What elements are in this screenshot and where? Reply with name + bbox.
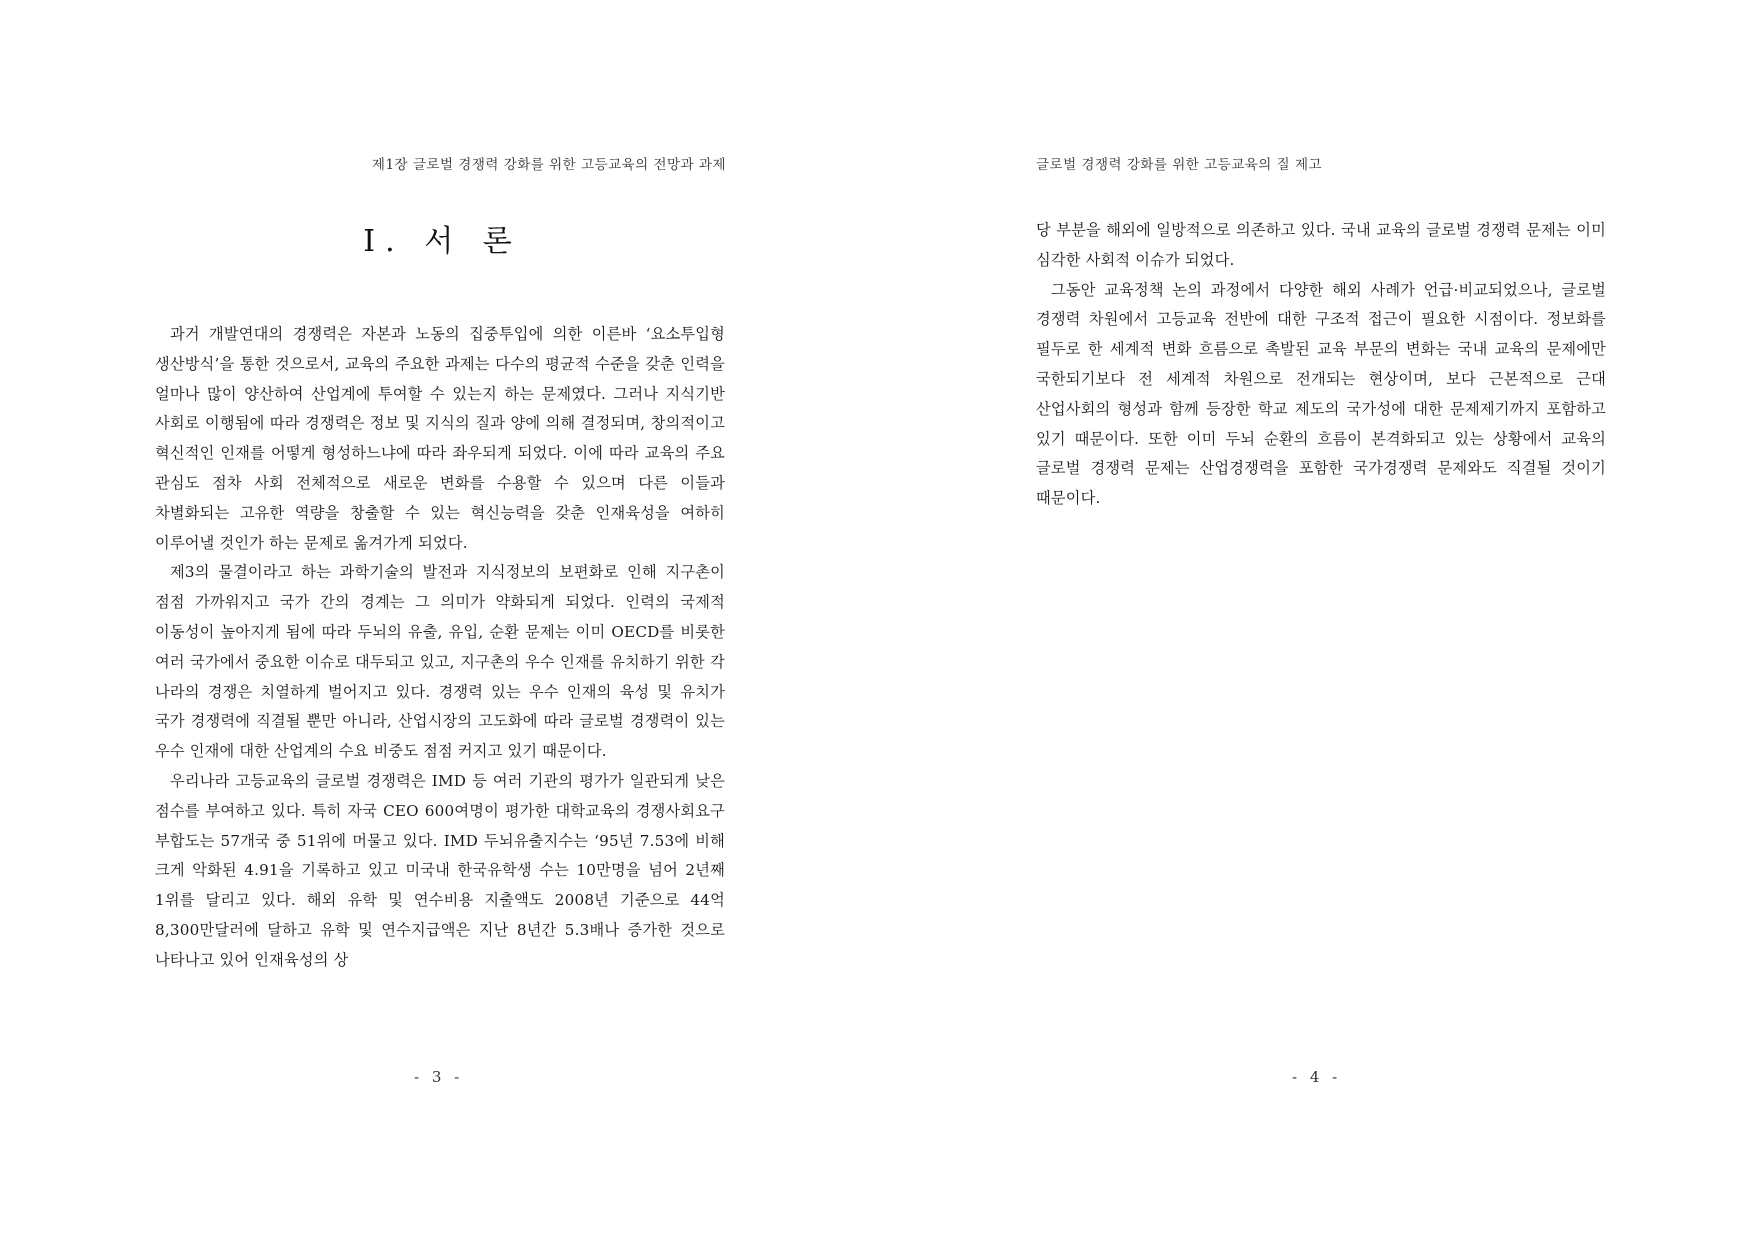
right-body-text <box>1036 216 1606 514</box>
right-running-header: 글로벌 경쟁력 강화를 위한 고등교육의 질 제고 <box>1036 157 1323 173</box>
paragraph: 제3의 물결이라고 하는 과학기술의 발전과 지식정보의 보편화로 인해 지구촌이 점점 가까워지고 국가 간의 경계는 그 의미가 약화되게 되었다. 인력의 국제적 이동성이 높아지게 됨에 따라 두뇌의 유출, 유입, 순환 문제는 이미 OECD를 비롯한 여러 국가에서 중요한 이슈로 대두되고 있고, 지구촌의 우수 인재를 유치하기 위한 각 나라의 경쟁은 치열하게 벌어지고 있다. 경쟁력 있는 우수 인재의 육성 및 유치가 국가 경쟁력에 직결될 뿐만 아니라, 산업시장의 고도화에 따라 글로벌 경쟁력이 있는 우수 인재에 대한 산업계의 수요 비중도 점점 커지고 있기 때문이다. <box>155 563 725 761</box>
paragraph: 우리나라 고등교육의 글로벌 경쟁력은 IMD 등 여러 기관의 평가가 일관되게 낮은 점수를 부여하고 있다. 특히 자국 CEO 600여명이 평가한 대학교육의 경쟁사회요구 부합도는 57개국 중 51위에 머물고 있다. IMD 두뇌유출지수는 ‘95년 7.53에 비해 크게 악화된 4.91을 기록하고 있고 미국내 한국유학생 수는 10만명을 넘어 2년째 1위를 달리고 있다. 해외 유학 및 연수비용 지출액도 2008년 기준으로 44억 8,300만달러에 달하고 유학 및 연수지급액은 지난 8년간 5.3배나 증가한 것으로 나타나고 있어 인재육성의 상 <box>155 771 725 969</box>
left-body-text <box>155 320 725 976</box>
left-page <box>0 0 876 1240</box>
paragraph: 과거 개발연대의 경쟁력은 자본과 노동의 집중투입에 의한 이른바 ‘요소투입형 생산방식’을 통한 것으로서, 교육의 주요한 과제는 다수의 평균적 수준을 갖춘 인력을 얼마나 많이 양산하여 산업계에 투여할 수 있는지 하는 문제였다. 그러나 지식기반 사회로 이행됨에 따라 경쟁력은 정보 및 지식의 질과 양에 의해 결정되며, 창의적이고 혁신적인 인재를 어떻게 형성하느냐에 따라 좌우되게 되었다. 이에 따라 교육의 주요 관심도 점차 사회 전체적으로 새로운 변화를 수용할 수 있으며 다른 이들과 차별화되는 고유한 역량을 창출할 수 있는 혁신능력을 갖춘 인재육성을 여하히 이루어낼 것인가 하는 문제로 옮겨가게 되었다. <box>155 325 725 552</box>
paragraph: 그동안 교육정책 논의 과정에서 다양한 해외 사례가 언급·비교되었으나, 글로벌 경쟁력 차원에서 고등교육 전반에 대한 구조적 접근이 필요한 시점이다. 정보화를 필두로 한 세계적 변화 흐름으로 촉발된 교육 부문의 변화는 국내 교육의 문제에만 국한되기보다 전 세계적 차원으로 전개되는 현상이며, 보다 근본적으로 근대 산업사회의 형성과 함께 등장한 학교 제도의 국가성에 대한 문제제기까지 포함하고 있기 때문이다. 또한 이미 두뇌 순환의 흐름이 본격화되고 있는 상황에서 교육의 글로벌 경쟁력 문제는 산업경쟁력을 포함한 국가경쟁력 문제와도 직결될 것이기 때문이다. <box>1036 280 1606 508</box>
section-title: Ⅰ. 서 론 <box>363 224 522 259</box>
left-running-header: 제1장 글로벌 경쟁력 강화를 위한 고등교육의 전망과 과제 <box>371 157 726 173</box>
left-page-number: - 3 - <box>414 1068 464 1086</box>
right-page-number: - 4 - <box>1292 1068 1342 1086</box>
right-page <box>876 0 1753 1240</box>
continued-paragraph: 당 부분을 해외에 일방적으로 의존하고 있다. 국내 교육의 글로벌 경쟁력 문제는 이미 심각한 사회적 이슈가 되었다. <box>1036 221 1606 269</box>
